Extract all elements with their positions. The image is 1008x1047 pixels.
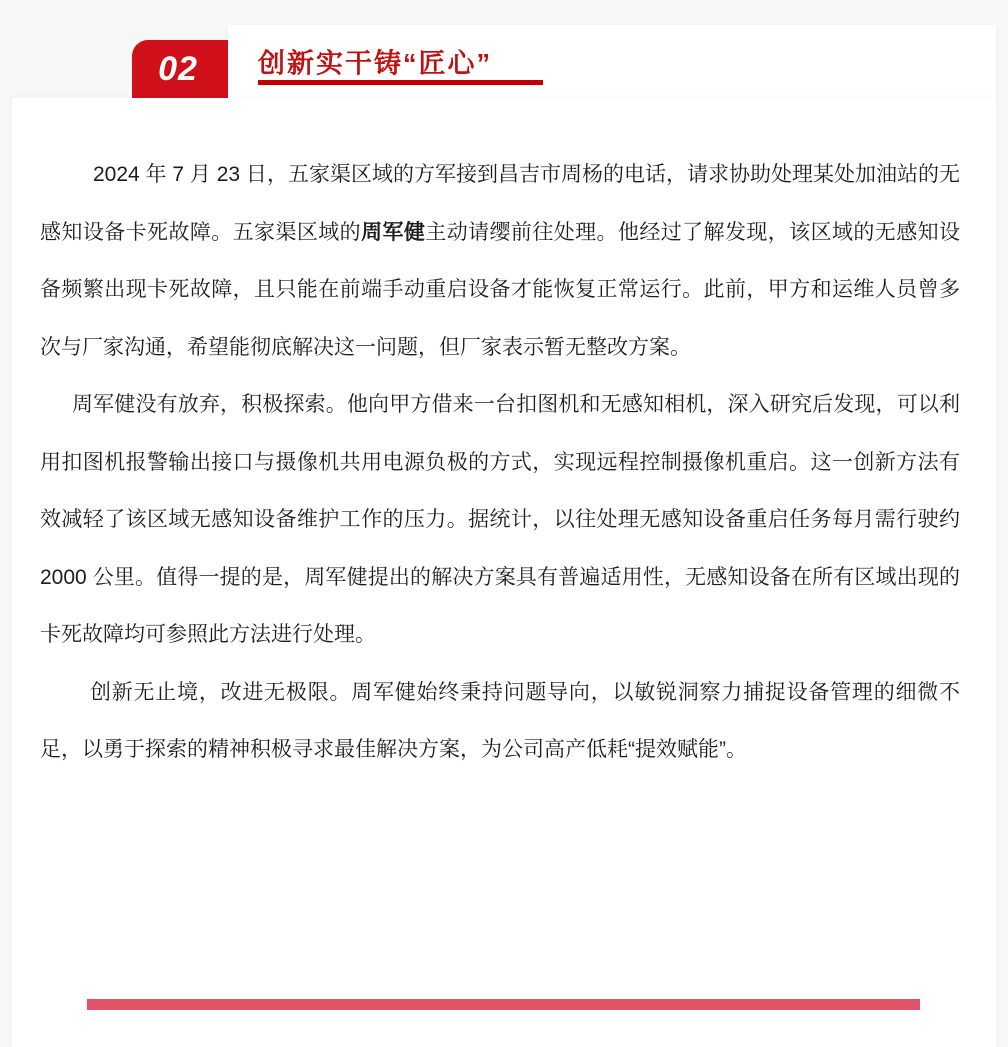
section-title-card [228, 25, 996, 98]
paragraph-text: 2024 年 7 月 23 日，五家渠区域的方军接到昌吉市周杨的电话，请求协助处理某处加油站的无感知设备卡死故障。五家渠区域的 [40, 163, 960, 244]
section-number-badge [132, 40, 228, 98]
paragraph-text: 主动请缨前往处理。他经过了解发现，该区域的无感知设备频繁出现卡死故障，且只能在前端手动重启设备才能恢复正常运行。此前，甲方和运维人员曾多次与厂家沟通，希望能彻底解决这一问题，但厂家表示暂无整改方案。 [40, 220, 961, 359]
title-underline [258, 80, 543, 85]
paragraph [40, 146, 960, 376]
paragraph [40, 664, 960, 779]
paragraph-text: 周军健没有放弃，积极探索。他向甲方借来一台扣图机和无感知相机，深入研究后发现，可以利用扣图机报警输出接口与摄像机共用电源负极的方式，实现远程控制摄像机重启。这一创新方法有效减轻了该区域无感知设备维护工作的压力。据统计，以往处理无感知设备重启任务每月需行驶约 2000 公里。值得一提的是，周军健提出的解决方案具有普遍适用性，无感知设备在所有区域出现的卡死故障均可参照此方法进行处理。 [40, 393, 960, 646]
paragraph [40, 376, 960, 664]
section-title: 创新实干铸“匠心” [258, 48, 492, 79]
person-name-bold: 周军健 [361, 220, 426, 244]
section-number: 02 [158, 49, 198, 88]
paragraph-text: 创新无止境，改进无极限。周军健始终秉持问题导向，以敏锐洞察力捕捉设备管理的细微不足，以勇于探索的精神积极寻求最佳解决方案，为公司高产低耗“提效赋能”。 [40, 680, 960, 761]
article-card [12, 98, 996, 1047]
bottom-divider [87, 999, 920, 1010]
article-body [12, 98, 996, 779]
